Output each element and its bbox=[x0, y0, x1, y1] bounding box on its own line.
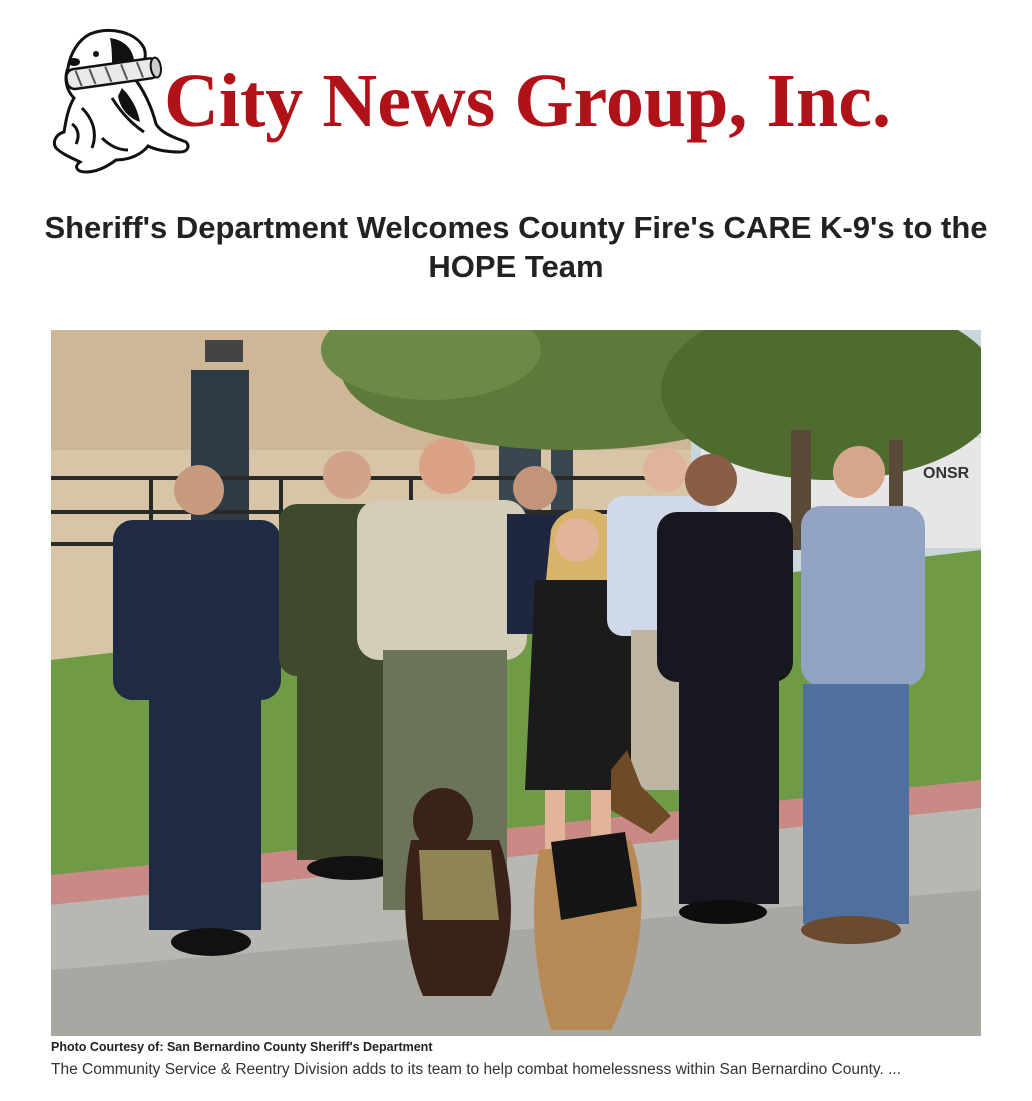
photo-credit: Photo Courtesy of: San Bernardino County Sheriff's Department bbox=[51, 1040, 433, 1054]
brand-name[interactable]: City News Group, Inc. bbox=[164, 59, 891, 143]
article-headline[interactable]: Sheriff's Department Welcomes County Fire's CARE K-9's to the HOPE Team bbox=[44, 210, 988, 284]
article-summary[interactable]: The Community Service & Reentry Division adds to its team to help combat homelessness within San Bernardino County. ... bbox=[51, 1061, 902, 1078]
article-photo[interactable] bbox=[51, 330, 981, 1036]
truck-text: ONSR bbox=[923, 465, 970, 482]
person-man-blue-shirt bbox=[801, 446, 925, 944]
masthead bbox=[52, 28, 982, 176]
